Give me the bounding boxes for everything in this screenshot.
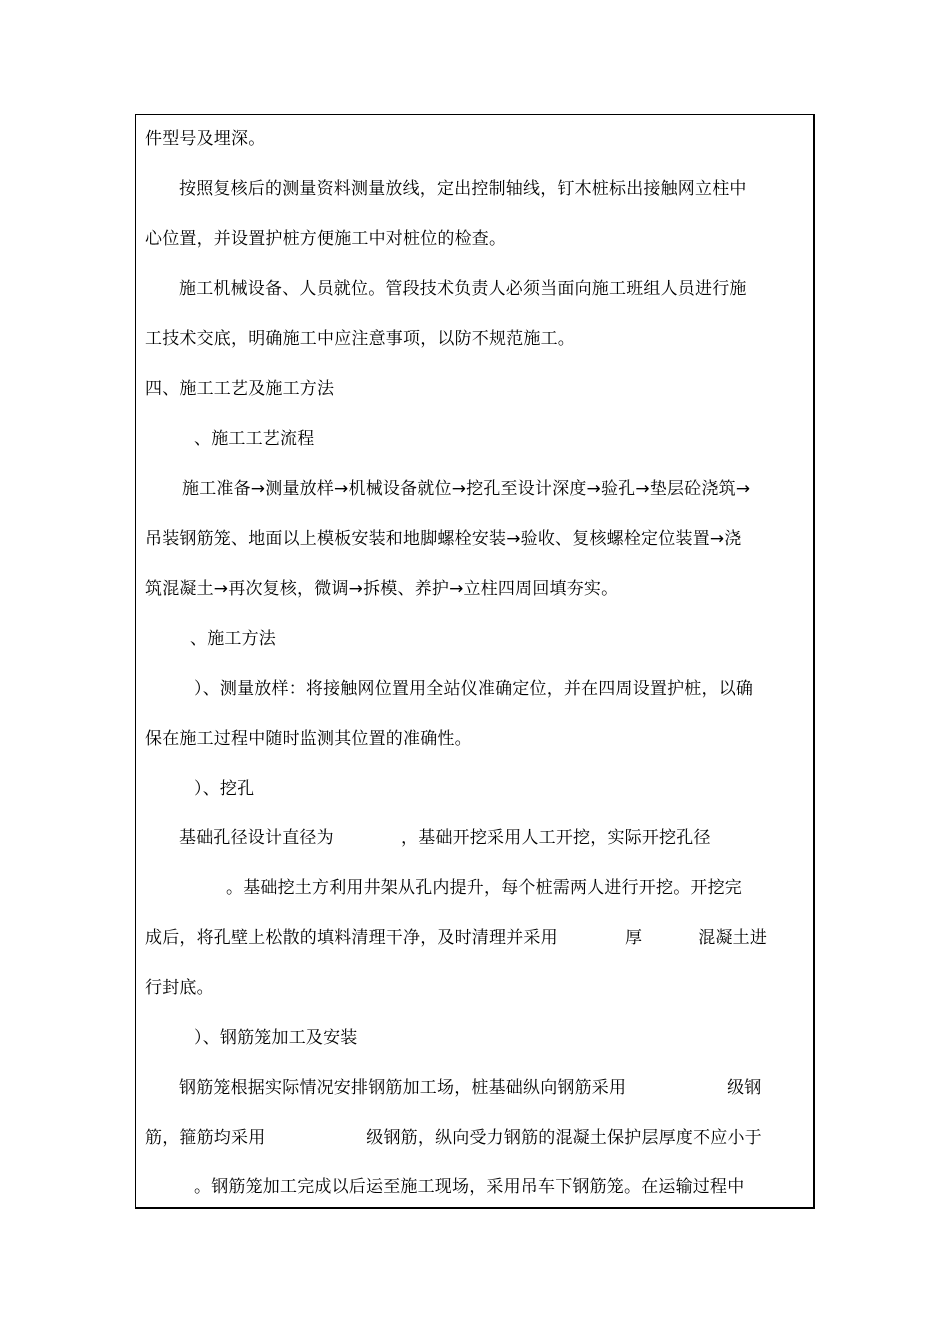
text-line-12: ）、测量放样：将接触网位置用全站仪准确定位，并在四周设置护桩，以确 (194, 679, 754, 699)
item-heading-excavation: ）、挖孔 (194, 779, 255, 799)
subsection-heading-method: 、施工方法 (190, 629, 276, 649)
text-line-18: 行封底。 (145, 978, 214, 998)
text-line-21: 筋，箍筋均采用 级钢筋，纵向受力钢筋的混凝土保护层厚度不应小于 (145, 1128, 762, 1148)
item-heading-rebar-cage: ）、钢筋笼加工及安装 (194, 1028, 358, 1048)
text-line-10: 筑混凝土→再次复核，微调→拆模、养护→立柱四周回填夯实。 (145, 579, 619, 599)
text-line-1: 件型号及埋深。 (145, 129, 266, 149)
text-line-2: 按照复核后的测量资料测量放线，定出控制轴线，钉木桩标出接触网立柱中 (179, 179, 747, 199)
text-line-16: 。基础挖土方利用井架从孔内提升，每个桩需两人进行开挖。开挖完 (226, 878, 742, 898)
text-line-17: 成后，将孔壁上松散的填料清理干净，及时清理并采用 厚 混凝土进 (145, 928, 768, 948)
text-line-22: 。钢筋笼加工完成以后运至施工现场，采用吊车下钢筋笼。在运输过程中 (194, 1177, 745, 1197)
text-line-13: 保在施工过程中随时监测其位置的准确性。 (145, 729, 472, 749)
text-line-9: 吊装钢筋笼、地面以上模板安装和地脚螺栓安装→验收、复核螺栓定位装置→浇 (145, 529, 742, 549)
text-line-20: 钢筋笼根据实际情况安排钢筋加工场，桩基础纵向钢筋采用 级钢 (179, 1078, 762, 1098)
text-line-15: 基础孔径设计直径为 ，基础开挖采用人工开挖，实际开挖孔径 (179, 828, 711, 848)
text-line-4: 施工机械设备、人员就位。管段技术负责人必须当面向施工班组人员进行施 (179, 279, 747, 299)
subsection-heading-process: 、施工工艺流程 (194, 429, 315, 449)
section-heading: 四、施工工艺及施工方法 (145, 379, 335, 399)
text-line-8: 施工准备→测量放样→机械设备就位→挖孔至设计深度→验孔→垫层砼浇筑→ (182, 479, 751, 499)
text-line-5: 工技术交底，明确施工中应注意事项，以防不规范施工。 (145, 329, 575, 349)
text-line-3: 心位置，并设置护桩方便施工中对桩位的检查。 (145, 229, 507, 249)
